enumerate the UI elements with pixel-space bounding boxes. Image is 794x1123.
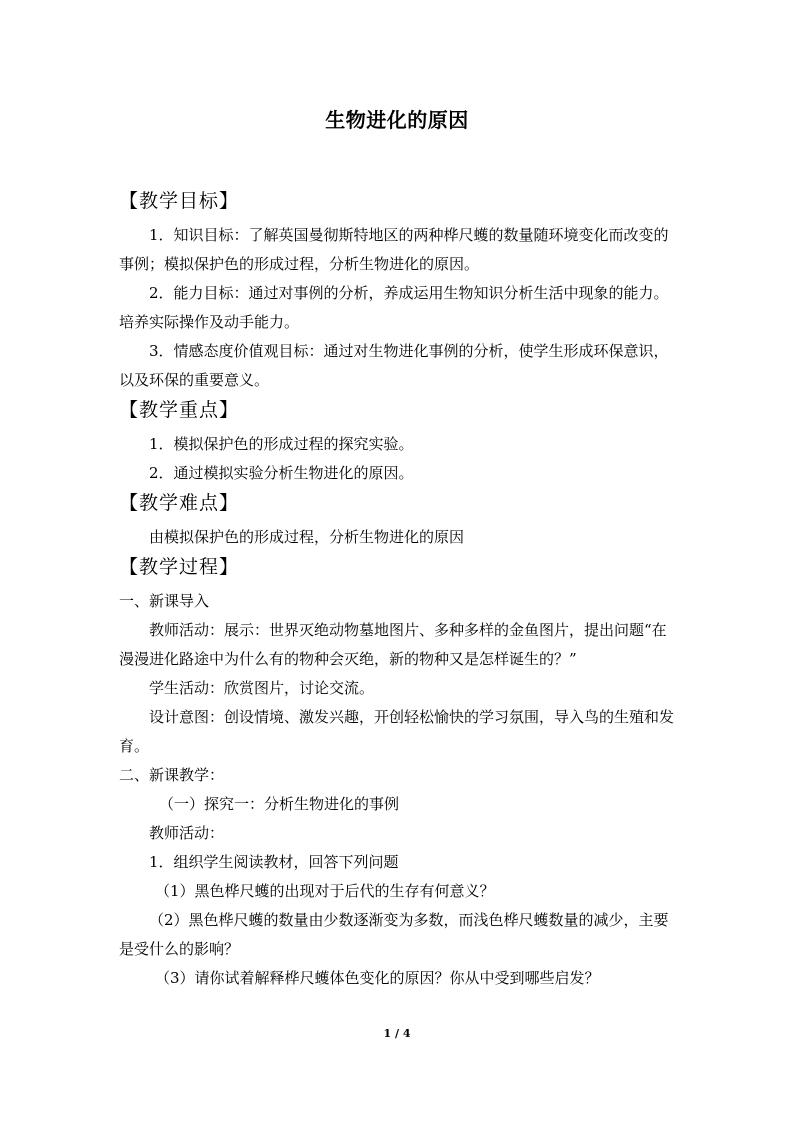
- process-part1-title: 一、新课导入: [119, 592, 210, 610]
- process-teacher-activity2: 教师活动：: [149, 824, 225, 842]
- key-point-item-2: 2．通过模拟实验分析生物进化的原因。: [149, 464, 414, 482]
- process-question-1: （1）黑色桦尺蠖的出现对于后代的生存有何意义？: [155, 882, 495, 900]
- process-teacher-activity: 教师活动：展示：世界灭绝动物墓地图片、多种多样的金鱼图片，提出问题“在漫漫进化路途中为什么有的物种会灭绝，新的物种又是怎样诞生的？”: [119, 621, 667, 668]
- document-body: [119, 186, 679, 993]
- process-part2-title: 二、新课教学：: [119, 766, 225, 784]
- process-question-3: （3）请你试着解释桦尺蠖体色变化的原因？你从中受到哪些启发？: [155, 969, 600, 987]
- goal-item-knowledge: 1．知识目标：了解英国曼彻斯特地区的两种桦尺蠖的数量随环境变化而改变的事例；模拟保护色的形成过程，分析生物进化的原因。: [119, 226, 669, 273]
- goal-item-ability: 2．能力目标：通过对事例的分析，养成运用生物知识分析生活中现象的能力。培养实际操作及动手能力。: [119, 284, 669, 331]
- process-design-intent: 设计意图：创设情境、激发兴趣，开创轻松愉快的学习氛围，导入鸟的生殖和发育。: [119, 708, 675, 755]
- difficulty-text: 由模拟保护色的形成过程，分析生物进化的原因: [149, 528, 465, 546]
- section-heading-process: 【教学过程】: [119, 556, 240, 578]
- document-title: 生物进化的原因: [325, 108, 469, 132]
- process-question-2: （2）黑色桦尺蠖的数量由少数逐渐变为多数，而浅色桦尺蠖数量的减少，主要是受什么的影响？: [119, 911, 669, 958]
- section-heading-difficulties: 【教学难点】: [119, 492, 240, 514]
- key-point-item-1: 1．模拟保护色的形成过程的探究实验。: [149, 435, 414, 453]
- section-heading-goals: 【教学目标】: [119, 190, 240, 212]
- page-number: 1 / 4: [383, 1027, 411, 1040]
- process-student-activity: 学生活动：欣赏图片，讨论交流。: [149, 679, 375, 697]
- process-inquiry1: （一）探究一：分析生物进化的事例: [159, 795, 400, 813]
- goal-item-attitude: 3．情感态度价值观目标：通过对生物进化事例的分析，使学生形成环保意识，以及环保的重要意义。: [119, 342, 669, 389]
- process-step1: 1．组织学生阅读教材，回答下列问题: [149, 853, 399, 871]
- section-heading-key-points: 【教学重点】: [119, 399, 240, 421]
